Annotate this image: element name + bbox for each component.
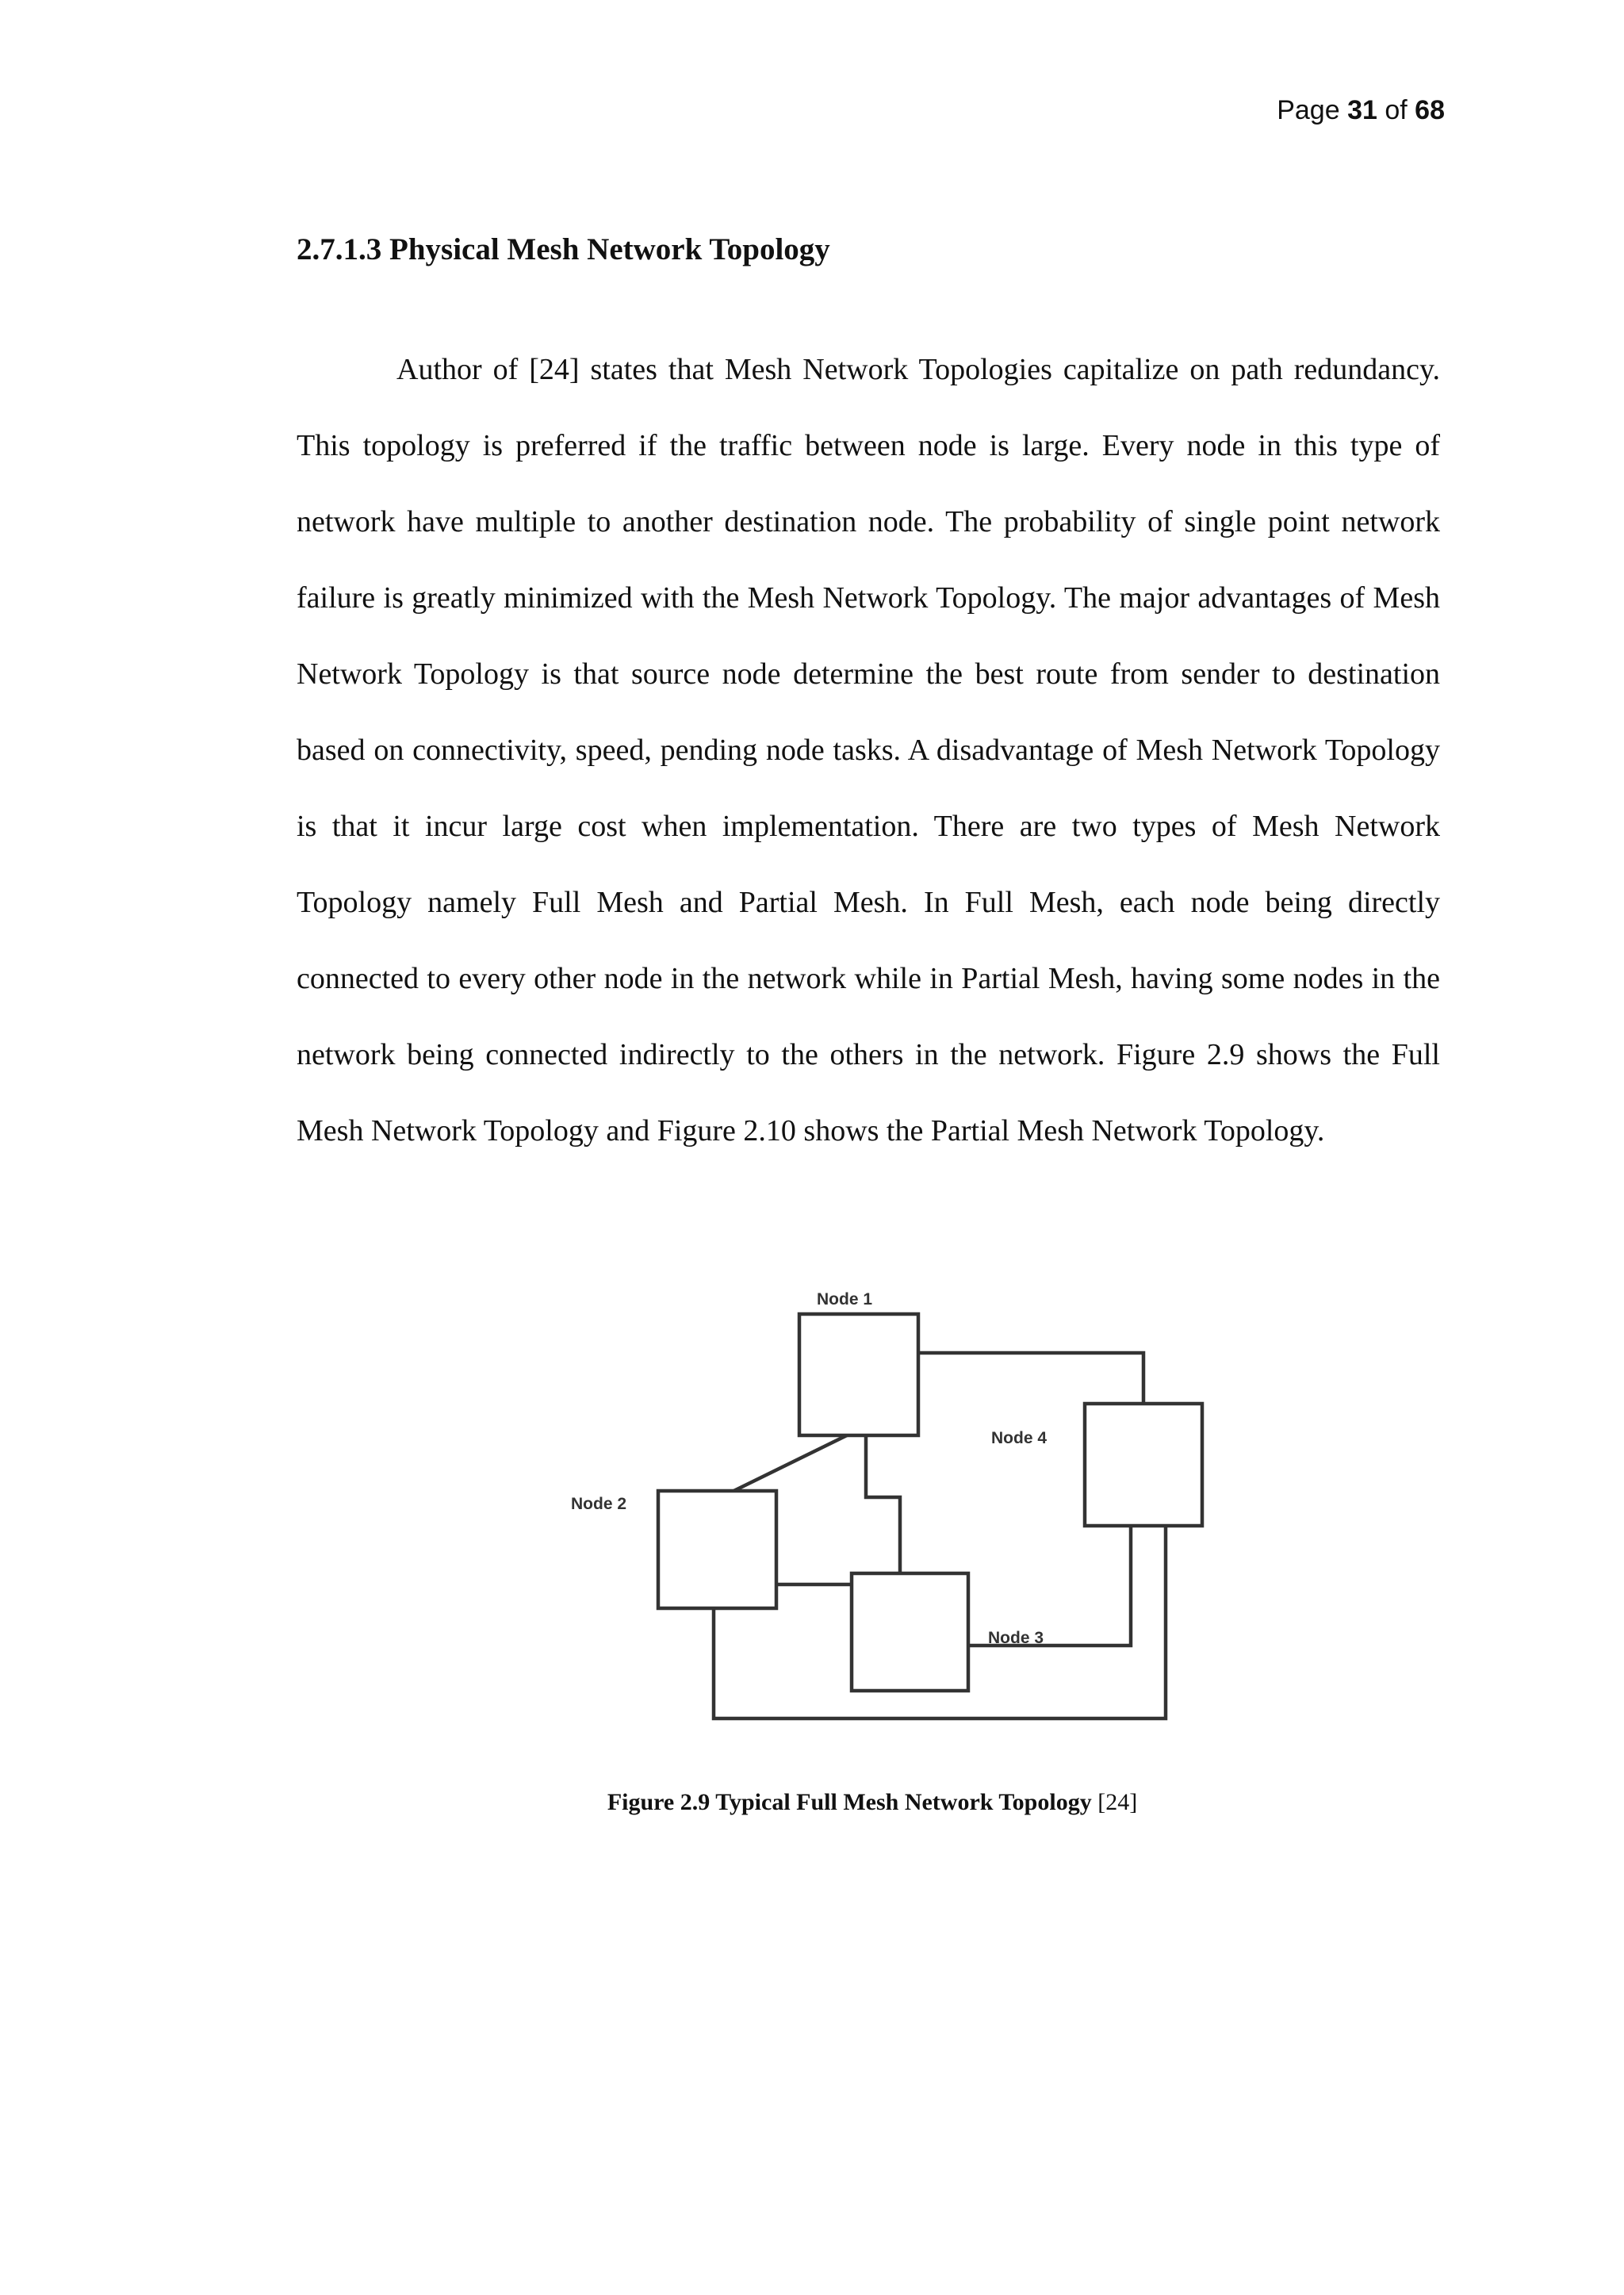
node-3-box: [852, 1573, 968, 1691]
caption-reference: [24]: [1097, 1789, 1138, 1815]
page-current: 31: [1347, 95, 1377, 125]
caption-title: Figure 2.9 Typical Full Mesh Network Topology: [607, 1789, 1092, 1815]
link-node1-node4: [918, 1353, 1143, 1404]
section-heading: 2.7.1.3 Physical Mesh Network Topology: [297, 232, 830, 266]
page-of: of: [1385, 95, 1408, 125]
mesh-topology-diagram: [547, 1269, 1213, 1745]
link-node3-node4: [968, 1526, 1131, 1646]
node-1-label: Node 1: [817, 1290, 873, 1308]
page-total: 68: [1415, 95, 1445, 125]
node-2-label: Node 2: [571, 1495, 627, 1513]
node-4-label: Node 4: [991, 1429, 1048, 1447]
link-node1-node3: [866, 1435, 900, 1573]
node-2-box: [658, 1491, 776, 1608]
node-1-box: [799, 1314, 918, 1435]
mesh-topology-figure: [547, 1269, 1213, 1745]
body-paragraph: Author of [24] states that Mesh Network Topologies capitalize on path redundancy. This topology is preferred if the traffic between node is large. Every node in this type of network have multiple to another destination node. The probability of single point network failure is greatly minimized with the Mesh Network Topology. The major advantages of Mesh Network Topology is that source node determine the best route from sender to destination based on connectivity, speed, pending node tasks. A disadvantage of Mesh Network Topology is that it incur large cost when implementation. There are two types of Mesh Network Topology namely Full Mesh and Partial Mesh. In Full Mesh, each node being directly connected to every other node in the network while in Partial Mesh, having some nodes in the network being connected indirectly to the others in the network. Figure 2.9 shows the Full Mesh Network Topology and Figure 2.10 shows the Partial Mesh Network Topology.: [297, 353, 1440, 1148]
page-number: [1277, 95, 1445, 126]
figure-caption: [0, 1789, 1624, 1816]
page-label: Page: [1277, 95, 1340, 125]
node-3-label: Node 3: [988, 1629, 1044, 1647]
node-4-box: [1085, 1404, 1202, 1526]
